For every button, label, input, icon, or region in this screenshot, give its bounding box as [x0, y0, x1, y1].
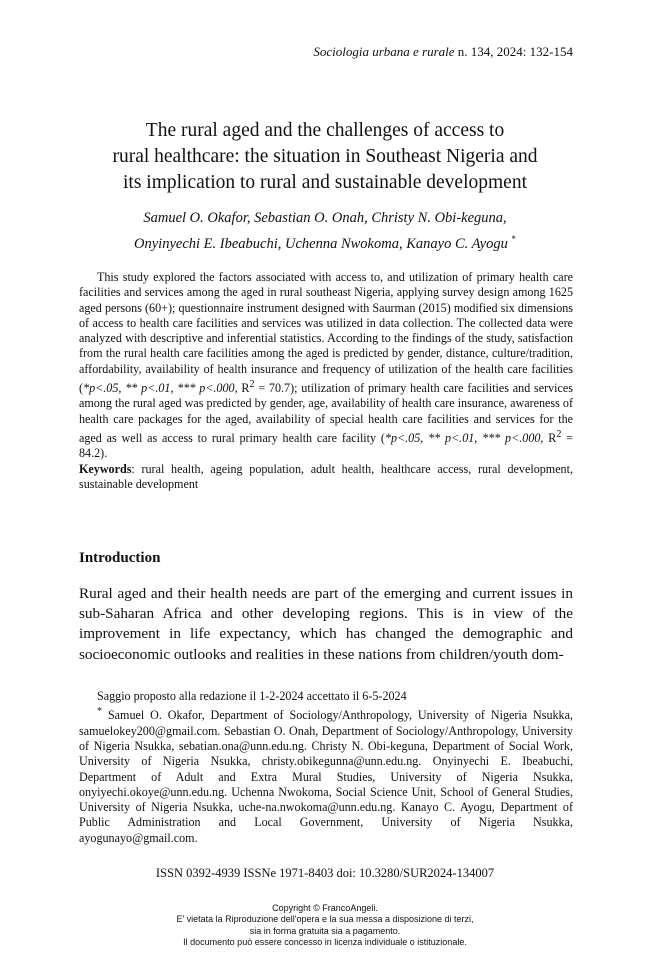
author-line: Samuel O. Okafor, Sebastian O. Onah, Christy N. Obi-keguna,	[143, 210, 507, 226]
footnotes	[79, 689, 573, 846]
copyright-line: sia in forma gratuita sia a pagamento.	[249, 925, 401, 936]
affiliation-note	[79, 704, 573, 846]
running-head	[313, 44, 573, 60]
title-line: The rural aged and the challenges of access to	[145, 120, 505, 141]
copyright-line: Il documento può essere concesso in licenza individuale o istituzionale.	[183, 937, 467, 948]
abstract-part: , R	[234, 381, 250, 396]
abstract-stats: *p<.05, ** p<.01, *** p<.000	[384, 431, 541, 446]
author-line	[70, 229, 580, 255]
affiliation-mark: *	[97, 706, 103, 718]
abstract-text	[79, 270, 573, 462]
journal-name: Sociologia urbana e rurale	[313, 44, 455, 59]
superscript: 2	[556, 429, 562, 440]
copyright-line: Copyright © FrancoAngeli.	[272, 903, 378, 913]
keywords-list: : rural health, ageing population, adult health, healthcare access, rural development, sustainable development	[79, 461, 573, 491]
submission-note: Saggio proposto alla redazione il 1-2-2024 accettato il 6-5-2024	[97, 689, 407, 703]
abstract-part: , R	[540, 431, 557, 446]
introduction-paragraph: Rural aged and their health needs are part of the emerging and current issues in sub-Saharan Africa and other developing regions. This is in view of the improvement in life expectancy, which has changed the demographic and socioeconomic outlooks and realities in these nations from children/youth dom-	[79, 585, 573, 663]
author-names: Onyinyechi E. Ibeabuchi, Uchenna Nwokoma, Kanayo C. Ayogu	[134, 235, 508, 252]
author-list	[70, 208, 580, 255]
keywords-label: Keywords	[79, 461, 132, 476]
issn-doi: ISSN 0392-4939 ISSNe 1971-8403 doi: 10.3280/SUR2024-134007	[155, 866, 495, 880]
superscript: 2	[249, 379, 255, 391]
copyright-line: E' vietata la Riproduzione dell'opera e la sua messa a disposizione di terzi,	[176, 914, 474, 925]
abstract	[79, 270, 573, 492]
keywords	[79, 462, 573, 493]
abstract-part: = 84.2).	[79, 431, 573, 461]
section-heading-introduction: Introduction	[79, 550, 161, 566]
title-line: rural healthcare: the situation in Southeast Nigeria and	[112, 146, 538, 167]
abstract-stats: *p<.05, ** p<.01, *** p<.000	[83, 381, 235, 396]
copyright-notice	[0, 903, 650, 949]
abstract-part: = 70.7); utilization of primary health care facilities and services among the rural aged was predicted by gender, age, availability of health care insurance, awareness of health care packages for the aged, availability of special health care facilities and services for the aged as well as access to rural primary health care facility (	[79, 381, 573, 446]
journal-issue: n. 134, 2024: 132-154	[454, 44, 573, 59]
affiliation-text: Samuel O. Okafor, Department of Sociology/Anthropology, University of Nigeria Nsukka, samuelokey200@gmail.com. Sebastian O. Onah, Department of Sociology/Anthropology, University of Nigeria Nsukka, sebatian.ona@unn.edu.ng. Christy N. Obi-keguna, Department of Social Work, University of Nigeria Nsukka, christy.obikegunna@unn.edu.ng. Onyinyechi E. Ibeabuchi, Department of Adult and Extra Mural Studies, University of Nigeria Nsukka, onyiyechi.okoye@unn.edu.ng. Uchenna Nwokoma, Social Science Unit, School of General Studies, University of Nigeria Nsukka, uche-na.nwokoma@unn.edu.ng. Kanayo C. Ayogu, Department of Public Administration and Local Government, University of Nigeria Nsukka, ayogunayo@gmail.com.	[79, 708, 573, 845]
article-title	[90, 118, 560, 196]
author-footnote-mark: *	[511, 234, 516, 244]
introduction-body	[79, 584, 573, 665]
title-line: its implication to rural and sustainable development	[123, 172, 527, 193]
abstract-part: This study explored the factors associated with access to, and utilization of primary health care facilities and services among the aged in rural southeast Nigeria, applying survey design among 1625 aged persons (60+); questionnaire instrument designed with Saurman (2015) modified six dimensions of access to health care facilities and services was utilized in data collection. The collected data were analyzed with descriptive and inferential statistics. According to the findings of the study, satisfaction from the rural health care facilities among the aged is predicted by gender, distance, culture/tradition, affordability, availability of health insurance and frequency of utilization of the health care facilities (	[79, 270, 573, 396]
